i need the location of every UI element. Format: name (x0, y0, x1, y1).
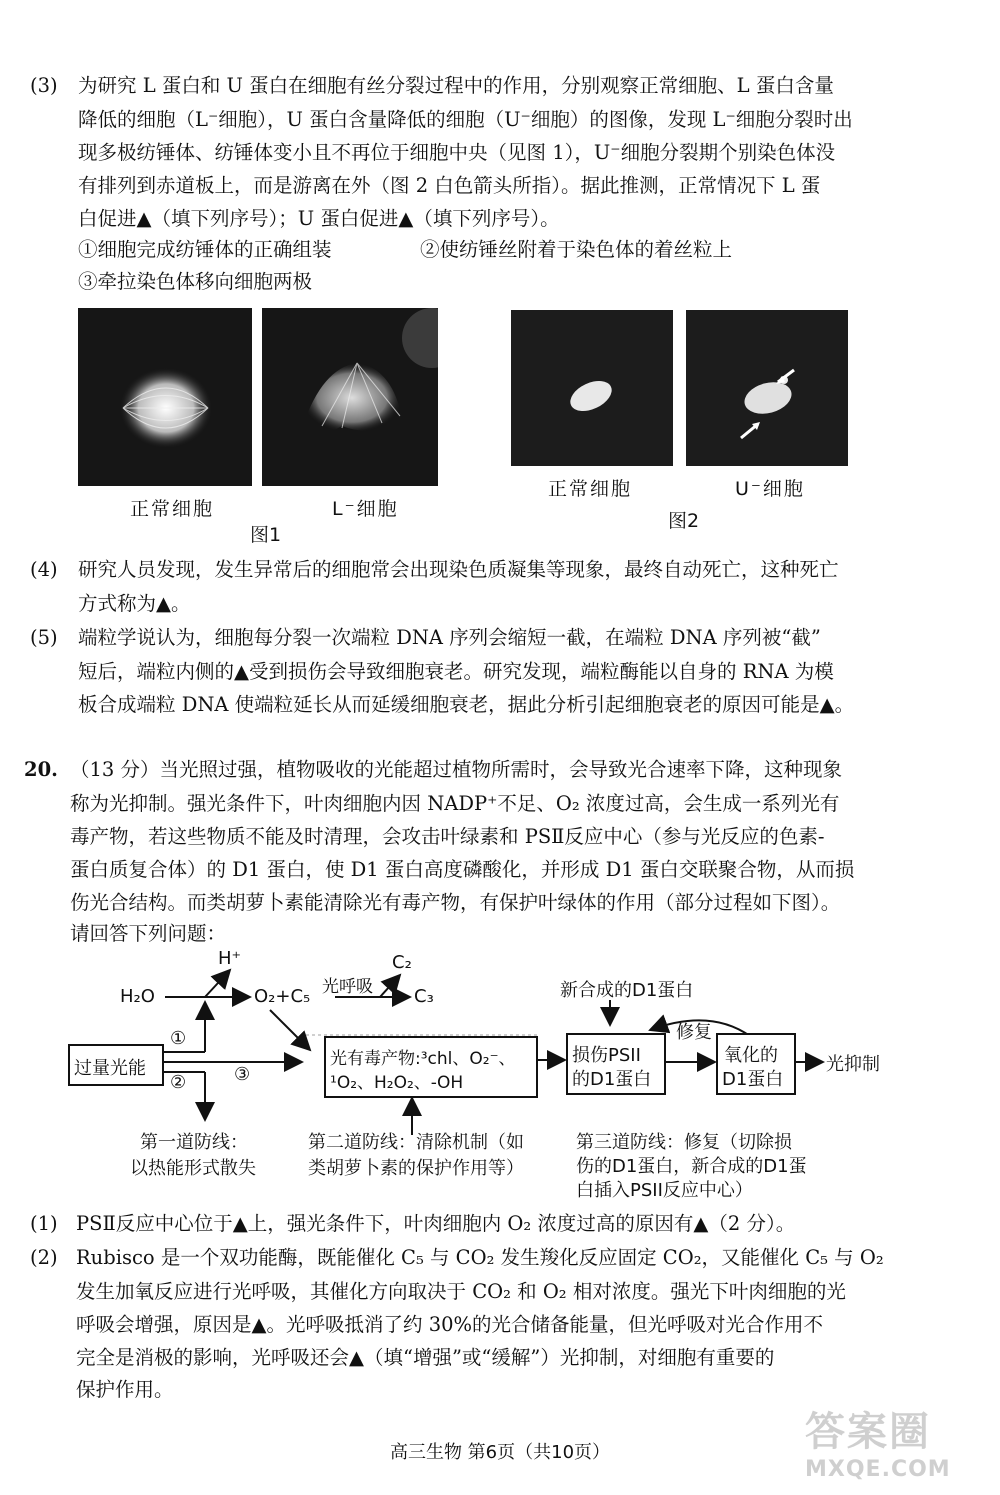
defense-2-line-1: 第二道防线：清除机制（如 (308, 1132, 524, 1153)
defense-1-line-2: 以热能形式散失 (130, 1158, 256, 1179)
fig2-caption-normal: 正常细胞 (548, 478, 633, 500)
repair-label: 修复 (676, 1022, 712, 1043)
q20-2-line-5: 保护作用。 (76, 1378, 174, 1401)
micrograph-normal-cell-fig2 (511, 310, 673, 466)
q20-line-3: 毒产物，若这些物质不能及时清理，会攻击叶绿素和 PSⅡ反应中心（参与光反应的色素- (70, 825, 825, 848)
defense-1-line-1: 第一道防线： (140, 1132, 248, 1153)
q19-3-line-4: 有排列到赤道板上，而是游离在外（图 2 白色箭头所指）。据此推测，正常情况下 L 蛋 (78, 174, 821, 197)
defense-2-line-2: 类胡萝卜素的保护作用等） (308, 1158, 524, 1179)
oxidized-line-1: 氧化的 (724, 1045, 778, 1066)
q19-3-line-5: 白促进▲（填下列序号）；U 蛋白促进▲（填下列序号）。 (78, 207, 560, 230)
micrograph-l-minus-cell (262, 308, 438, 486)
q19-3-line-1: 为研究 L 蛋白和 U 蛋白在细胞有丝分裂过程中的作用，分别观察正常细胞、L 蛋白含量 (78, 74, 834, 97)
circle-2: ② (170, 1072, 187, 1093)
fig1-caption-normal: 正常细胞 (130, 498, 215, 520)
micrograph-u-minus-cell (686, 310, 848, 466)
q20-2-line-1: Rubisco 是一个双功能酶，既能催化 C₅ 与 CO₂ 发生羧化反应固定 CO₂，又能催化 C₅ 与 O₂ (76, 1246, 884, 1269)
fig1-caption-l-minus: L⁻细胞 (332, 498, 399, 520)
watermark-logo (805, 1400, 980, 1495)
q19-3-line-3: 现多极纺锤体、纺锤体变小且不再位于细胞中央（见图 1），U⁻细胞分裂期个别染色体没 (78, 141, 836, 164)
photoinhibition-label: 光抑制 (826, 1054, 880, 1075)
option-2: ②使纺锤丝附着于染色体的着丝粒上 (420, 238, 733, 261)
q19-5-line-2: 短后，端粒内侧的▲受到损伤会导致细胞衰老。研究发现，端粒酶能以自身的 RNA 为模 (78, 660, 834, 683)
sub-number-3: (3) (30, 74, 58, 97)
excess-light-label: 过量光能 (74, 1058, 146, 1079)
oxidized-line-2: D1蛋白 (722, 1069, 784, 1090)
c3-label: C₃ (414, 986, 434, 1007)
new-d1-protein-label: 新合成的D1蛋白 (560, 980, 694, 1001)
q20-line-2: 称为光抑制。强光条件下，叶肉细胞内因 NADP⁺不足、O₂ 浓度过高，会生成一系列光有 (70, 792, 840, 815)
q19-5-line-1: 端粒学说认为，细胞每分裂一次端粒 DNA 序列会缩短一截，在端粒 DNA 序列被“截” (78, 626, 821, 649)
toxic-products-line-2: ¹O₂、H₂O₂、-OH (330, 1073, 464, 1093)
option-1: ①细胞完成纺锤体的正确组装 (78, 238, 332, 261)
damaged-d1-box (566, 1033, 666, 1095)
sub-number-5: (5) (30, 626, 58, 649)
q20-line-5: 伤光合结构。而类胡萝卜素能清除光有毒产物，有保护叶绿体的作用（部分过程如下图）。 (70, 891, 841, 914)
photorespiration-label: 光呼吸 (322, 977, 373, 997)
circle-1: ① (170, 1028, 187, 1049)
watermark-line-2: MXQE.COM (805, 1457, 951, 1482)
q19-5-line-3: 板合成端粒 DNA 使端粒延长从而延缓细胞衰老，据此分析引起细胞衰老的原因可能是▲。 (78, 693, 855, 716)
h-plus-label: H⁺ (218, 948, 242, 969)
q20-2-line-4: 完全是消极的影响，光呼吸还会▲（填“增强”或“缓解”）光抑制，对细胞有重要的 (76, 1346, 775, 1369)
q20-2-line-3: 呼吸会增强，原因是▲。光呼吸抵消了约 30%的光合储备能量，但光呼吸对光合作用不 (76, 1313, 824, 1336)
toxic-products-line-1: 光有毒产物:³chl、O₂⁻、 (330, 1049, 516, 1069)
h2o-label: H₂O (120, 986, 155, 1007)
circle-3: ③ (234, 1064, 251, 1085)
defense-3-line-3: 白插入PSII反应中心） (576, 1180, 753, 1201)
q19-4-line-2: 方式称为▲。 (78, 592, 191, 615)
q20-line-6: 请回答下列问题： (70, 922, 227, 945)
q19-3-line-2: 降低的细胞（L⁻细胞），U 蛋白含量降低的细胞（U⁻细胞）的图像，发现 L⁻细胞分裂时出 (78, 108, 853, 131)
fig1-label: 图1 (250, 524, 282, 546)
photoinhibition-diagram (0, 940, 1000, 1210)
q20-1-line: PSⅡ反应中心位于▲上，强光条件下，叶肉细胞内 O₂ 浓度过高的原因有▲（2 分）。 (76, 1212, 796, 1235)
q20-line-1: （13 分）当光照过强，植物吸收的光能超过植物所需时，会导致光合速率下降，这种现象 (70, 758, 843, 781)
sub-number-4: (4) (30, 558, 58, 581)
fig2-label: 图2 (668, 510, 700, 532)
option-3: ③牵拉染色体移向细胞两极 (78, 270, 313, 293)
defense-3-line-1: 第三道防线：修复（切除损 (576, 1132, 792, 1153)
question-number-20: 20. (24, 758, 58, 781)
oxidized-d1-box (716, 1033, 796, 1095)
damaged-psii-line-2: 的D1蛋白 (572, 1069, 652, 1090)
o2-c5-label: O₂+C₅ (254, 986, 311, 1007)
excess-light-box (68, 1044, 164, 1086)
q20-sub-number-2: (2) (30, 1246, 58, 1269)
c2-label: C₂ (392, 952, 412, 973)
q20-2-line-2: 发生加氧反应进行光呼吸，其催化方向取决于 CO₂ 和 O₂ 相对浓度。强光下叶肉细胞的光 (76, 1280, 846, 1303)
page-footer: 高三生物 第6页（共10页） (389, 1442, 611, 1463)
toxic-products-box (324, 1036, 538, 1098)
q19-4-line-1: 研究人员发现，发生异常后的细胞常会出现染色质凝集等现象，最终自动死亡，这种死亡 (78, 558, 839, 581)
q20-line-4: 蛋白质复合体）的 D1 蛋白，使 D1 蛋白高度磷酸化，并形成 D1 蛋白交联聚合物，从而损 (70, 858, 855, 881)
q20-sub-number-1: (1) (30, 1212, 58, 1235)
watermark-line-1: 答案圈 (805, 1409, 931, 1455)
damaged-psii-line-1: 损伤PSII (572, 1045, 641, 1066)
micrograph-normal-cell-fig1 (78, 308, 252, 486)
defense-3-line-2: 伤的D1蛋白，新合成的D1蛋 (576, 1156, 807, 1177)
fig2-caption-u-minus: U⁻细胞 (735, 478, 805, 500)
